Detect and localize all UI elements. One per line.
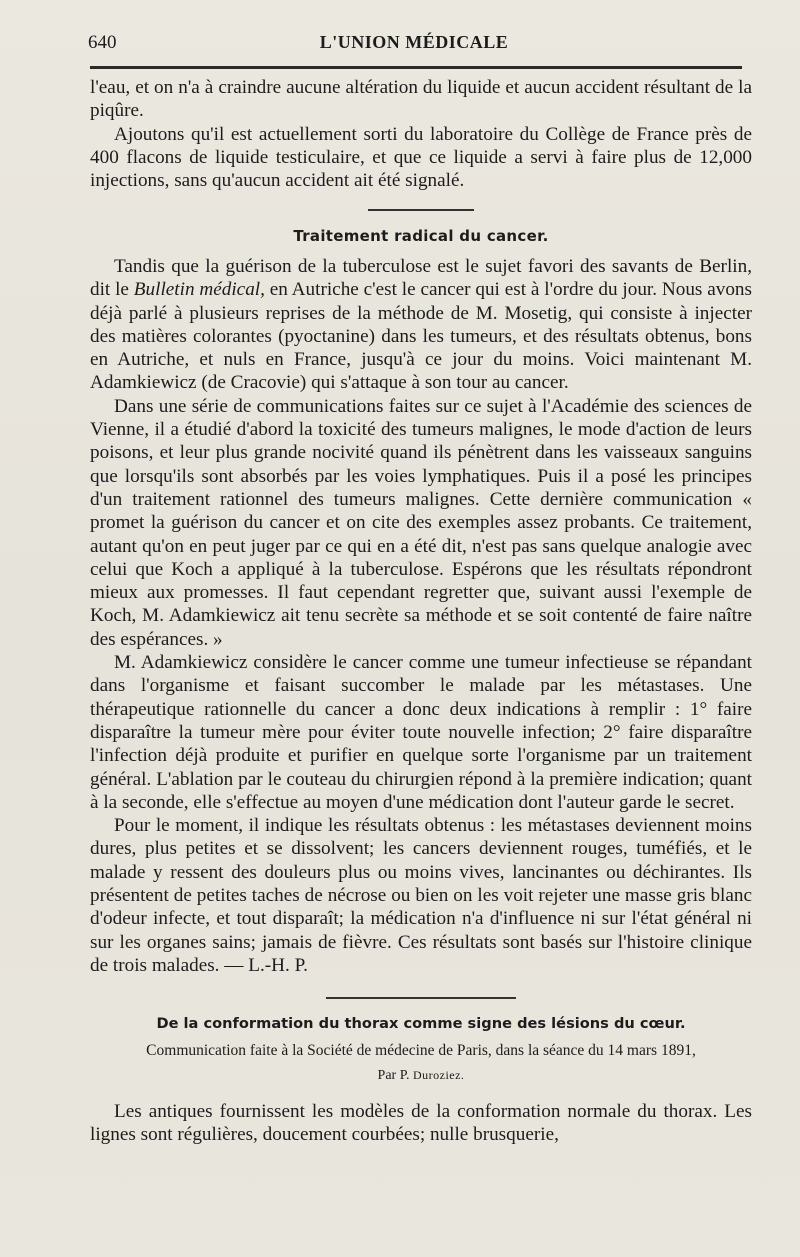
section-title: De la conformation du thorax comme signe des lésions du cœur.	[156, 1014, 686, 1032]
header-rule	[90, 66, 742, 69]
section-title: Traitement radical du cancer.	[293, 226, 549, 245]
paragraph: Dans une série de communications faites sur ce sujet à l'Académie des sciences de Vienne, il a étudié d'abord la toxicité des tumeurs malignes, le mode d'action de leurs poisons, et leur plus grande nocivité quand ils pénètrent dans les vaisseaux sanguins que lorsqu'ils sont absorbés par les voies lymphatiques. Puis il a posé les principes d'un traitement rationnel des tumeurs malignes. Cette dernière communication « promet la guérison du cancer et on cite des exemples assez probants. Ce traitement, autant qu'on en peut juger par ce qui en a été dit, n'est pas sans quelque analogie avec celui que Koch a appliqué à la tuberculose. Espérons que les résultats répondront mieux aux promesses. Il faut cependant regretter que, suivant aussi l'exemple de Koch, M. Adamkiewicz ait tenu secrète sa méthode et se soit contenté de faire naître des espérances. »	[90, 395, 752, 650]
page-header	[88, 32, 740, 62]
paragraph: Pour le moment, il indique les résultats obtenus : les métastases deviennent moins dures, plus petites et se dissolvent; les cancers deviennent rouges, tuméfiés, et le malade y ressent des douleurs plus ou moins vives, lancinantes ou déchirantes. Ils présentent de petites taches de nécrose ou bien on les voit rejeter une masse gris blanc d'odeur infecte, et tout disparaît; la médication n'a d'influence ni sur l'état général ni sur les organes sains; jamais de fièvre. Ces résultats sont basés sur l'histoire clinique de trois malades. — L.-H. P.	[90, 815, 752, 976]
paragraph	[90, 255, 752, 395]
journal-title: L'UNION MÉDICALE	[319, 32, 509, 52]
journal-citation: Bulletin médical,	[133, 279, 265, 301]
communication-note: Communication faite à la Société de médecine de Paris, dans la séance du 14 mars 1891,	[146, 1041, 696, 1059]
text-run: en Autriche c'est le cancer qui est à l'ordre du jour. Nous avons déjà parlé à plusieurs reprises de la méthode de M. Mosetig, qui consiste à injecter des matières colorantes (pyoctanine) dans les tumeurs, et des résultats obtenus, bons en Autriche, et nuls en France, jusqu'à ce jour du moins. Voici maintenant M. Adamkiewicz (de Cracovie) qui s'attaque à son tour au cancer.	[90, 279, 752, 394]
paragraph: Ajoutons qu'il est actuellement sorti du laboratoire du Collège de France près de 400 flacons de liquide testiculaire, et que ce liquide a servi à faire plus de 12,000 injections, sans qu'aucun accident ait été signalé.	[90, 123, 752, 192]
section-divider	[326, 997, 516, 999]
body-text	[90, 76, 752, 1146]
paragraph: Les antiques fournissent les modèles de la conformation normale du thorax. Les lignes sont régulières, doucement courbées; nulle brusquerie,	[90, 1100, 752, 1145]
text-run: Tandis que la guérison de la tuberculose est le sujet favori des savants de Berlin, dit le	[90, 255, 752, 301]
byline	[90, 1068, 752, 1084]
section-divider	[368, 209, 474, 211]
page-number: 640	[88, 32, 117, 53]
byline-prefix: Par P.	[377, 1067, 413, 1083]
author-name: Duroziez.	[412, 1067, 465, 1082]
paragraph: M. Adamkiewicz considère le cancer comme une tumeur infectieuse se répandant dans l'organisme et faisant succomber le malade par les métastases. Une thérapeutique rationnelle du cancer a donc deux indications à remplir : 1° faire disparaître la tumeur mère pour éviter toute nouvelle infection; 2° faire disparaître l'infection déjà produite et purifier en quelque sorte l'organisme par un traitement général. L'ablation par le couteau du chirurgien répond à la première indication; quant à la seconde, elle s'effectue au moyen d'une médication dont l'auteur garde le secret.	[90, 652, 752, 813]
paragraph: l'eau, et on n'a à craindre aucune altération du liquide et aucun accident résultant de la piqûre.	[90, 77, 752, 122]
